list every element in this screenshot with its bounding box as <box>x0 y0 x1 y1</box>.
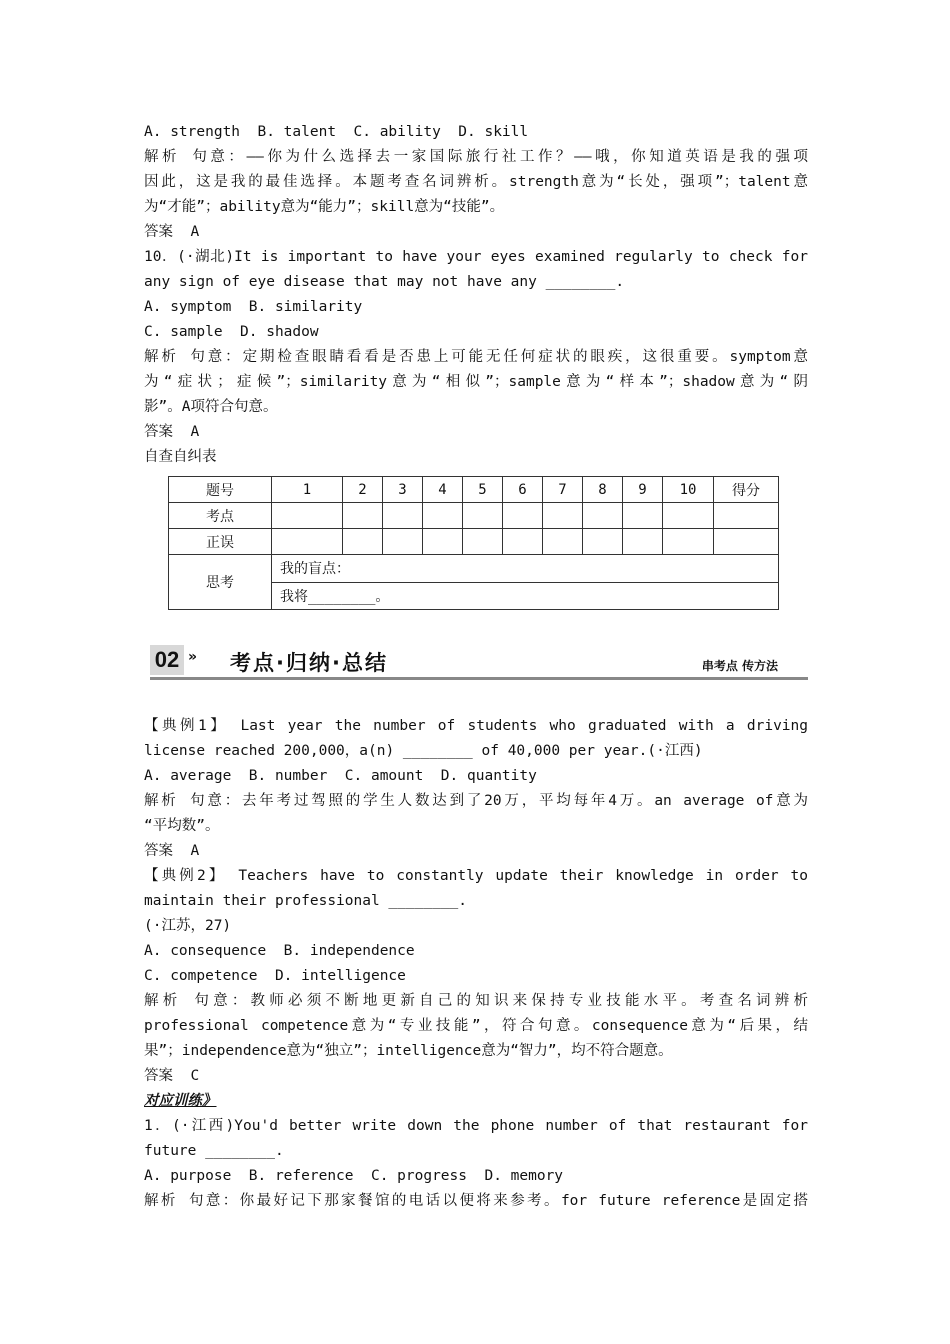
table-col-header: 6 <box>503 477 543 503</box>
table-cell[interactable] <box>663 503 714 529</box>
table-cell-label: 思考 <box>169 555 272 610</box>
table-col-header: 9 <box>623 477 663 503</box>
text-line: “平均数”。 <box>144 818 220 834</box>
text-line: C. competence D. intelligence <box>144 968 406 984</box>
table-row <box>169 529 779 555</box>
text-line: A. purpose B. reference C. progress D. memory <box>144 1168 564 1184</box>
text-line: A. average B. number C. amount D. quantity <box>144 768 537 784</box>
text-line: 影”。A项符合句意。 <box>144 399 278 415</box>
table-cell[interactable] <box>583 529 623 555</box>
table-col-header: 7 <box>543 477 583 503</box>
table-col-header: 3 <box>383 477 423 503</box>
text-line: license reached 200,000，a(n) ________ of 40,000 per year.(·江西) <box>144 743 703 759</box>
text-line: 【典例2】 Teachers have to constantly update their knowledge in order to <box>144 868 808 884</box>
text-line: 因此，这是我的最佳选择。本题考查名词辨析。strength意为“长处，强项”；talent意 <box>144 174 808 190</box>
section-examples <box>144 714 808 1214</box>
table-cell[interactable] <box>714 503 779 529</box>
plan-cell[interactable]: 我将________。 <box>272 582 779 610</box>
text-line: A. consequence B. independence <box>144 943 415 959</box>
double-arrow-icon: » <box>188 649 198 665</box>
table-cell[interactable] <box>543 529 583 555</box>
text-line: 解析 句意：去年考过驾照的学生人数达到了20万，平均每年4万。an average of意为 <box>144 793 808 809</box>
text-line: 解析 句意：你最好记下那家餐馆的电话以便将来参考。for future reference是固定搭 <box>144 1193 808 1209</box>
text-line: 10．(·湖北)It is important to have your eyes examined regularly to check for <box>144 249 808 265</box>
text-line: professional competence意为“专业技能”，符合句意。consequence意为“后果，结 <box>144 1018 808 1034</box>
text-line: 答案 A <box>144 424 200 440</box>
text-line: any sign of eye disease that may not have any ________. <box>144 274 625 290</box>
text-line: 答案 C <box>144 1068 200 1084</box>
table-cell[interactable] <box>423 529 463 555</box>
divider <box>150 677 808 680</box>
text-line: 答案 A <box>144 224 200 240</box>
practice-heading: 对应训练》 <box>144 1093 217 1109</box>
table-cell[interactable] <box>383 529 423 555</box>
text-line: 【典例1】 Last year the number of students who graduated with a driving <box>144 718 808 734</box>
table-cell[interactable] <box>714 529 779 555</box>
table-col-header: 1 <box>272 477 343 503</box>
table-cell[interactable] <box>503 503 543 529</box>
text-line: 为“才能”；ability意为“能力”；skill意为“技能”。 <box>144 199 505 215</box>
self-check-table <box>168 476 779 610</box>
table-cell[interactable] <box>623 529 663 555</box>
table-col-header: 8 <box>583 477 623 503</box>
table-col-header: 10 <box>663 477 714 503</box>
table-cell[interactable] <box>343 503 383 529</box>
table-cell-label: 题号 <box>169 477 272 503</box>
table-cell[interactable] <box>383 503 423 529</box>
text-line: 解析 句意：教师必须不断地更新自己的知识来保持专业技能水平。考查名词辨析 <box>144 993 808 1009</box>
section-number: 02 <box>150 645 184 675</box>
table-cell[interactable] <box>503 529 543 555</box>
table-cell[interactable] <box>463 529 503 555</box>
blind-spot-cell[interactable]: 我的盲点： <box>272 555 779 583</box>
text-line: 解析 句意：定期检查眼睛看看是否患上可能无任何症状的眼疾，这很重要。symptom意 <box>144 349 808 365</box>
table-cell[interactable] <box>543 503 583 529</box>
text-line: 为“症状；症候”；similarity意为“相似”；sample意为“样本”；shadow意为“阴 <box>144 374 808 390</box>
table-cell[interactable] <box>583 503 623 529</box>
section-subtitle: 串考点 传方法 <box>701 659 778 673</box>
table-col-header: 4 <box>423 477 463 503</box>
text-line: A. symptom B. similarity <box>144 299 363 315</box>
section-top <box>144 120 808 470</box>
text-line: 答案 A <box>144 843 200 859</box>
text-line: C. sample D. shadow <box>144 324 319 340</box>
text-line: 1．(·江西)You'd better write down the phone number of that restaurant for <box>144 1118 808 1134</box>
text-line: 解析 句意：——你为什么选择去一家国际旅行社工作？——哦，你知道英语是我的强项 <box>144 149 808 165</box>
table-row-think <box>169 555 779 583</box>
table-col-header: 5 <box>463 477 503 503</box>
table-row <box>169 503 779 529</box>
table-cell-label: 正误 <box>169 529 272 555</box>
text-line: 自查自纠表 <box>144 449 217 465</box>
table-cell[interactable] <box>463 503 503 529</box>
text-line: 果”；independence意为“独立”；intelligence意为“智力”，均不符合题意。 <box>144 1043 673 1059</box>
text-line: future ________. <box>144 1143 284 1159</box>
table-cell[interactable] <box>623 503 663 529</box>
table-cell-label: 考点 <box>169 503 272 529</box>
text-line: A. strength B. talent C. ability D. skill <box>144 124 529 140</box>
section-banner <box>150 645 808 681</box>
table-cell[interactable] <box>663 529 714 555</box>
section-title: 考点·归纳·总结 <box>230 651 388 675</box>
table-col-header: 2 <box>343 477 383 503</box>
table-header-row <box>169 477 779 503</box>
text-line: maintain their professional ________. <box>144 893 468 909</box>
text-line: (·江苏，27) <box>144 918 232 934</box>
table-cell[interactable] <box>343 529 383 555</box>
table-cell[interactable] <box>423 503 463 529</box>
table-cell[interactable] <box>272 503 343 529</box>
table-cell[interactable] <box>272 529 343 555</box>
table-col-header: 得分 <box>714 477 779 503</box>
